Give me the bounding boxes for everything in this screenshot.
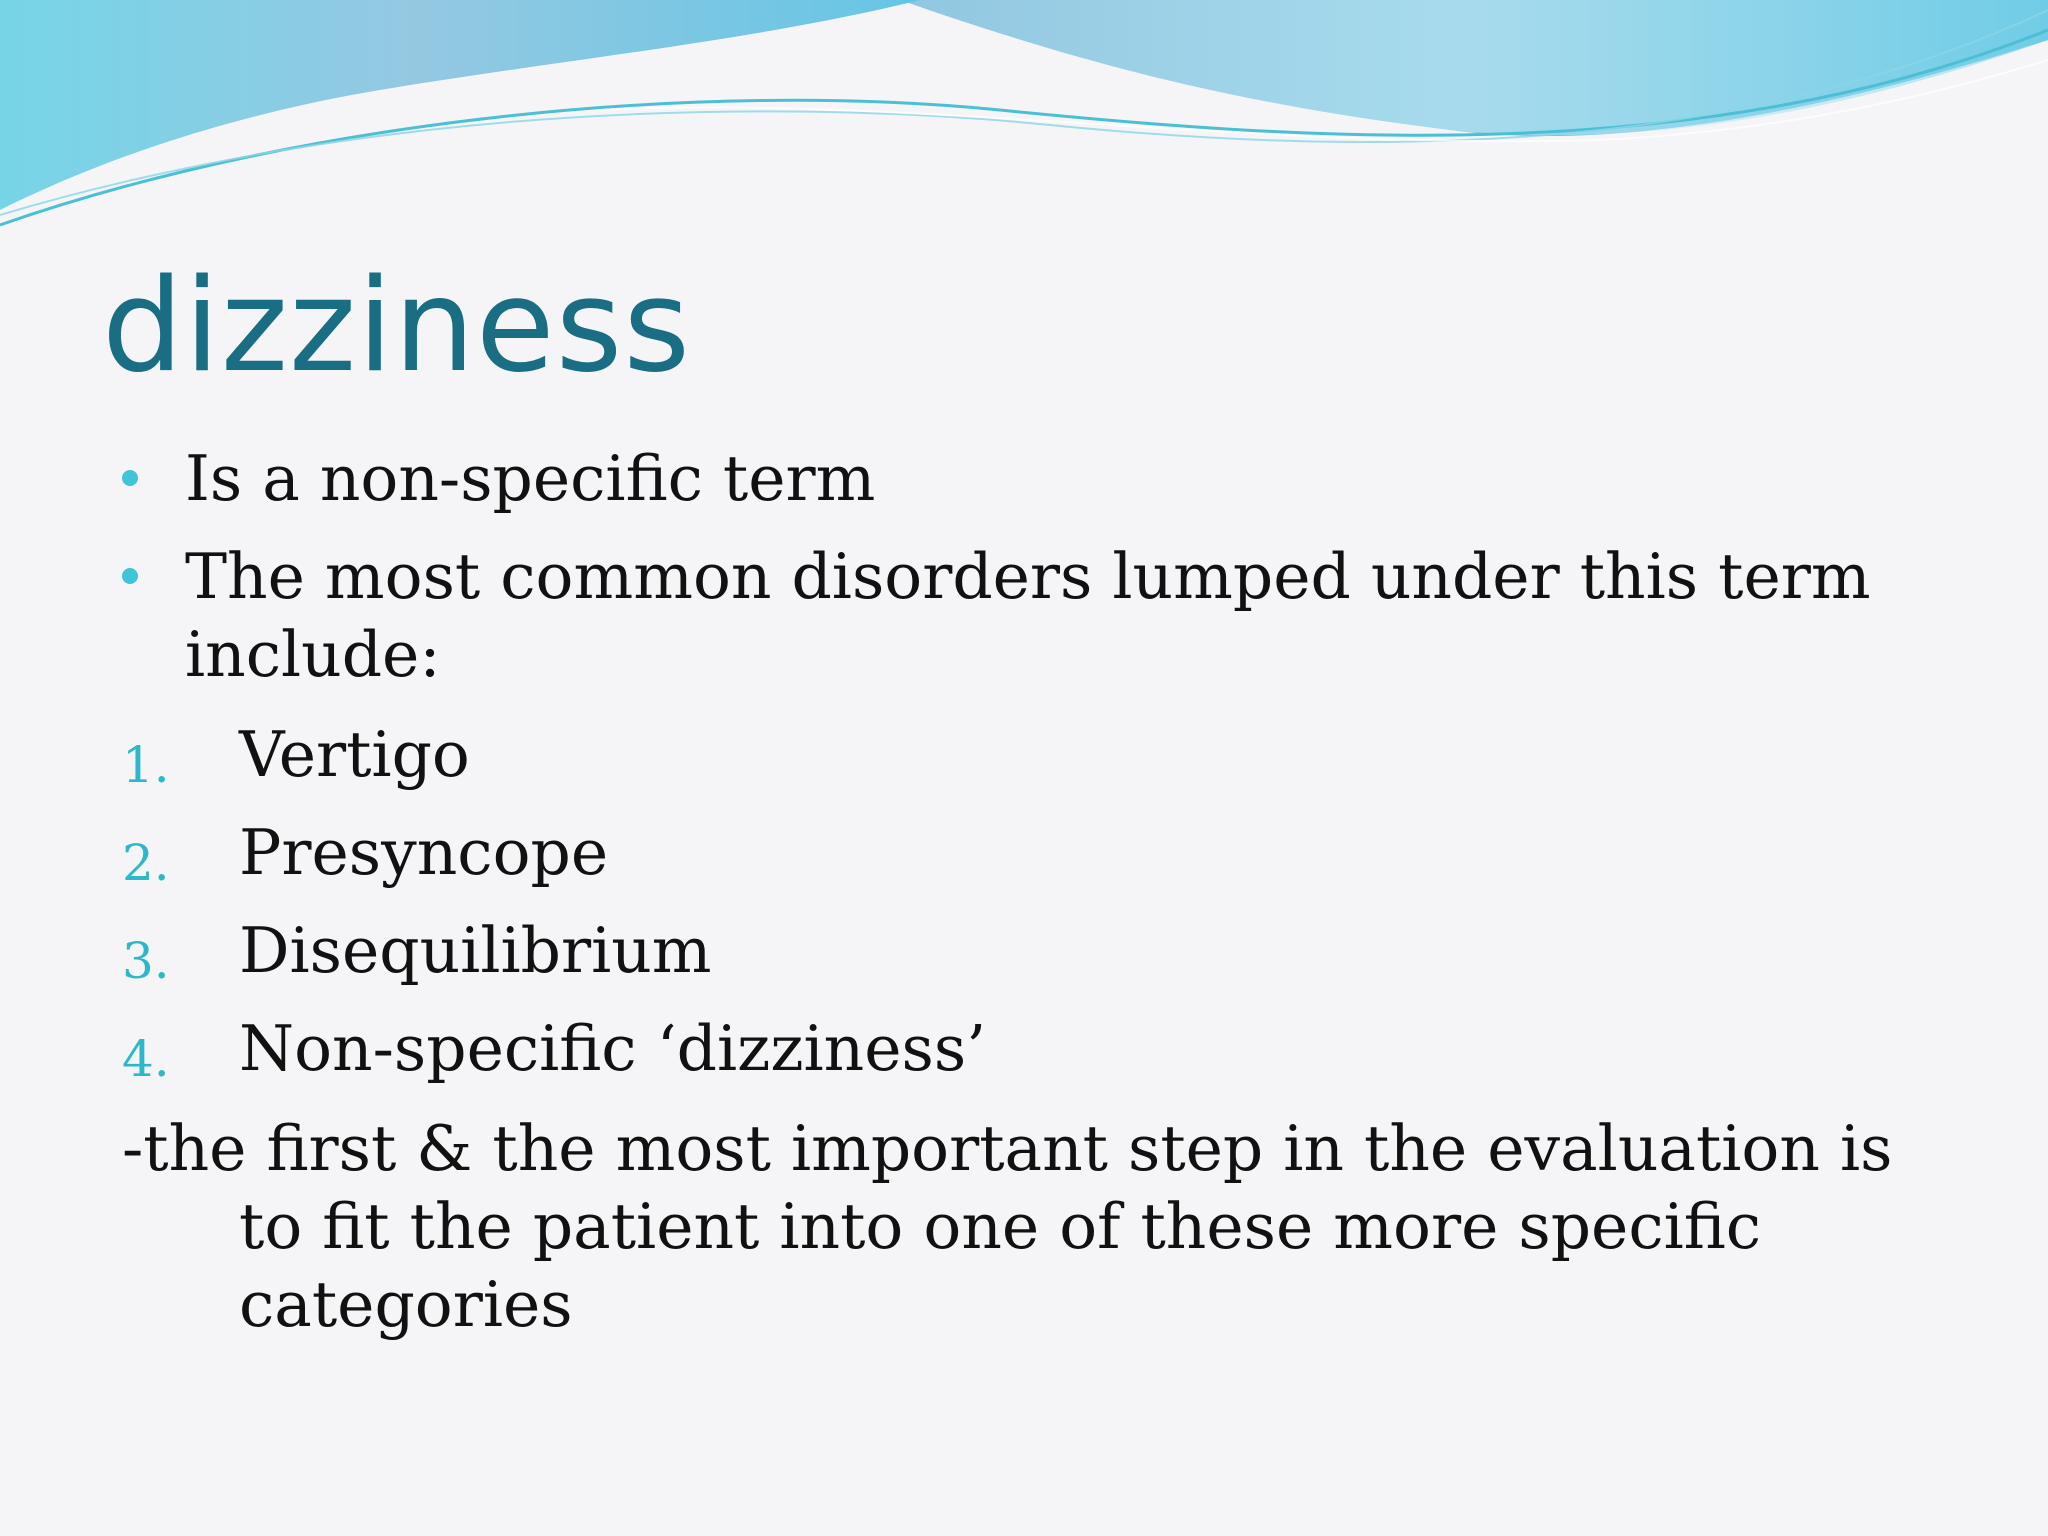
decorative-wave-header (0, 0, 2048, 240)
item-text: Non-specific ‘dizziness’ (239, 1012, 987, 1085)
item-number: 2. (122, 834, 170, 892)
bullet-dot-icon (122, 568, 138, 584)
item-number: 1. (122, 736, 170, 794)
bullet-text-line: The most common disorders lumped under this term (185, 540, 1871, 613)
item-text: Vertigo (239, 718, 470, 791)
bullet-text: Is a non-specific term (185, 442, 876, 515)
bullet-text (185, 538, 1871, 694)
note-line: categories (239, 1268, 573, 1341)
bullet-text-line: include: (185, 618, 441, 691)
item-number: 4. (122, 1030, 170, 1088)
item-number: 3. (122, 932, 170, 990)
note-line: to fit the patient into one of these more specific (239, 1190, 1762, 1263)
item-text: Presyncope (239, 816, 609, 889)
slide-title: dizziness (102, 252, 691, 401)
item-text: Disequilibrium (239, 914, 712, 987)
closing-note (122, 1110, 1892, 1344)
note-line: -the first & the most important step in the evaluation is (122, 1112, 1893, 1185)
bullet-dot-icon (122, 470, 138, 486)
